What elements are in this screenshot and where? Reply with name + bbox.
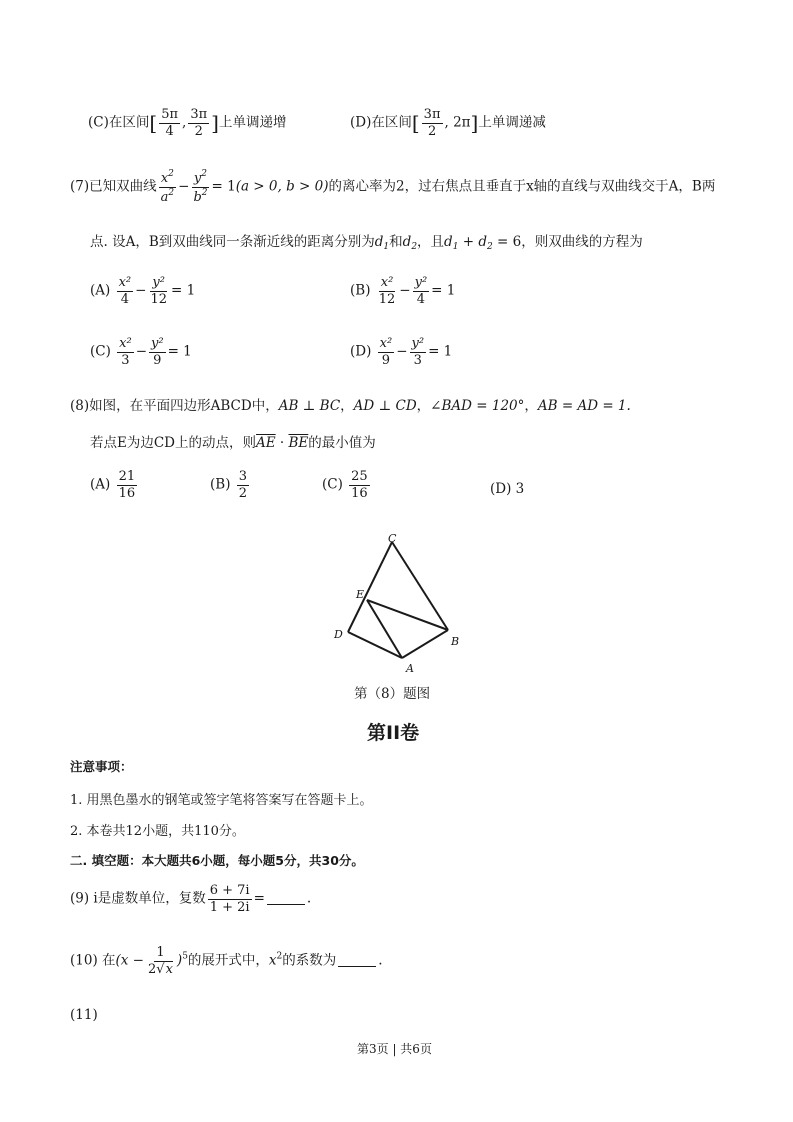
q7-frac-y [191,170,209,204]
q10-a: (10) 在 [70,952,116,969]
frac-num: 3 [238,469,248,484]
q6-c-frac1 [159,108,180,138]
figure-caption: 第（8）题图 [354,686,431,702]
edge-cd [348,542,392,632]
q8-option-b [210,470,251,500]
frac-num: 3π [423,107,441,122]
q7-line2-d: ，则双曲线的方程为 [521,234,643,250]
frac-num: 6 + 7i [209,883,250,898]
d1: $d_1$ [374,234,390,252]
fraction [377,276,398,306]
q6-option-c: (C)在区间[ $\frac{5\pi}{4}$ , $\frac{3\pi}{2}$ ]上单调递增 [88,107,287,139]
q9: (9) i是虚数单位，复数 $\frac{6 + 7i}{1 + 2i}$ = . [70,883,312,915]
frac-den: 3 [121,352,130,368]
label-d: D [334,628,343,641]
frac-num: y² [151,336,164,351]
q8-line2-b: 的最小值为 [308,435,376,451]
frac-num: y² [411,336,425,351]
frac-num: $y^2$ [193,169,208,186]
q7-condition: (a > 0, b > 0) [235,178,329,195]
option-label: (A) [90,476,115,493]
page-footer: 第3页 | 共6页 [357,1042,432,1056]
q8-figure [320,530,470,680]
bracket-open: [ [149,111,158,136]
frac-num: $x^2$ [160,169,174,186]
label-a: A [406,662,414,675]
option-label: (C) [322,476,348,493]
fraction [413,276,430,306]
fraction [117,337,134,367]
q6-c-frac2 [188,108,209,138]
q6-option-c-tail: 上单调递增 [218,114,287,131]
q10-frac [146,946,175,976]
edge-eb [367,600,448,630]
frac-den: 4 [416,291,426,307]
edge-ab [402,630,448,658]
frac-den: 12 [378,291,396,307]
q7-line2-b: 和 [389,234,403,250]
frac-den: 16 [118,485,136,501]
frac-num: x² [379,336,393,351]
frac-num: x² [118,275,132,290]
q11: (11) [70,1007,98,1023]
frac-num: y² [152,275,165,290]
option-value: 3 [515,481,525,497]
frac-den: 2 [427,123,437,139]
q7-line2 [90,230,643,252]
frac-den: 2 [194,123,203,139]
q8-line2-a: 若点E为边CD上的动点，则 [90,435,257,451]
frac-num: 5π [161,107,179,122]
q9-text: (9) i是虚数单位，复数 [70,890,206,907]
q10: (10) 在(x − $\frac{1}{2√x}$ )$^5$的展开式中，$x^2$的系数为 . [70,945,383,977]
fraction [117,276,134,306]
frac-den: $a^2$ [160,187,175,205]
label-b: B [451,635,460,648]
notice-title: 注意事项： [70,759,133,774]
q9-frac [208,884,252,914]
vector-be: $\overline{BE}$ [288,435,309,451]
q8-cond4: AB = AD = 1. [537,398,631,414]
q7-eq-rhs: = 6 [497,234,522,250]
frac-den: 12 [150,291,167,307]
option-label: (C) [90,343,116,360]
q6-d-mid: , 2π [444,114,471,131]
fraction [149,337,166,367]
fraction [410,337,427,367]
q6-option-d [350,108,546,138]
q9-answer-blank [267,904,305,905]
d-sum: $d_1 + d_2$ [444,234,493,252]
d2: $d_2$ [402,234,418,252]
frac-den: 16 [351,485,368,501]
bracket-close: ] [470,111,479,136]
q7-line1: (7)已知双曲线 $\frac{x^2}{a^2}$ − $\frac{y^2}{b^2}$ = 1(a > 0, b > 0)的离心率为2，过右焦点且垂直于x轴的直线与双曲线交于A，B两 [70,169,716,205]
q6-option-d-tail: 上单调递减 [478,114,546,131]
fraction [378,337,395,367]
q8-line1: (8)如图，在平面四边形ABCD中，AB ⊥ BC，AD ⊥ CD，∠BAD = 120°，AB = AD = 1. [70,398,631,414]
frac-num: y² [414,275,428,290]
frac-den: 1 + 2i [209,899,250,915]
q7-option-b: (B) $\frac{\text{x²}}{12}$ − $\frac{\text{y²}}{4}$ = 1 [350,275,456,307]
edge-cb [392,542,448,630]
notice-item-2: 2. 本卷共12小题，共110分。 [70,824,245,839]
q7-line1-rest: 的离心率为2，过右焦点且垂直于x轴的直线与双曲线交于A，B两 [328,178,716,195]
option-label: (B) [210,476,235,493]
q7-line2-c: ，且 [417,234,445,250]
option-label: (D) [350,343,376,360]
frac-num: 1 [156,945,165,960]
frac-num: 21 [118,469,136,484]
q7-number: (7)已知双曲线 [70,178,157,195]
fraction [349,470,370,500]
q6-d-frac1 [422,108,443,138]
q8-line2: 若点E为边CD上的动点，则$\overline{AE} \cdot \overline{BE}$的最小值为 [90,435,376,451]
q6-option-c-label: (C)在区间 [88,114,150,131]
frac-num: 3π [190,107,208,122]
frac-den: 2 [238,485,248,501]
fraction [117,470,138,500]
fraction [148,276,169,306]
frac-den: 9 [381,352,391,368]
notice-item-1: 1. 用黑色墨水的钢笔或签字笔将答案写在答题卡上。 [70,793,373,808]
q10-c: 的系数为 [282,952,337,969]
option-label: (B) [350,282,375,299]
frac-num: 25 [351,469,368,484]
q7-option-d: (D) $\frac{\text{x²}}{9}$ − $\frac{\text{y²}}{3}$ = 1 [350,336,453,368]
q7-line2-a: 点. 设A，B到双曲线同一条渐近线的距离分别为 [90,234,375,250]
vector-ae: $\overline{AE}$ [256,435,276,451]
q8-cond1: AB ⊥ BC [278,398,341,414]
fill-in-heading: 二. 填空题：本大题共6小题，每小题5分，共30分。 [70,853,364,868]
q10-b: 的展开式中， [187,952,269,969]
option-label: (D) [490,481,516,497]
frac-den: 4 [120,291,129,307]
frac-den: $b^2$ [193,187,208,205]
frac-den: 3 [413,352,422,368]
bracket-close: ] [211,111,219,136]
q8-option-c [322,470,372,500]
q7-option-a: (A) $\frac{\text{x²}}{4}$ − $\frac{\text{y²}}{12}$ = 1 [90,275,196,307]
frac-num: x² [119,336,132,351]
frac-den: 4 [165,123,174,139]
q8-cond3: ∠BAD = 120° [430,398,525,414]
frac-den: 9 [153,352,162,368]
fraction [237,470,249,500]
q10-exponent: 5 [182,951,188,962]
q8-line1-text: (8)如图，在平面四边形ABCD中， [70,398,279,414]
bracket-open: [ [411,111,420,136]
option-label: (A) [90,282,115,299]
section-title: 第II卷 [367,722,420,744]
frac-den: 2√x [148,961,173,977]
q8-option-a [90,470,139,500]
q7-option-c: (C) $\frac{\text{x²}}{3}$ − $\frac{\text{y²}}{9}$ = 1 [90,336,192,368]
q8-option-d [490,481,524,497]
label-e: E [356,588,365,601]
q6-option-d-label: (D)在区间 [350,114,412,131]
frac-num: x² [380,275,394,290]
q9-eq: = [253,890,265,907]
q10-answer-blank [338,966,376,967]
label-c: C [388,532,397,545]
q8-cond2: AD ⊥ CD [353,398,417,414]
q7-frac-x [159,170,177,204]
